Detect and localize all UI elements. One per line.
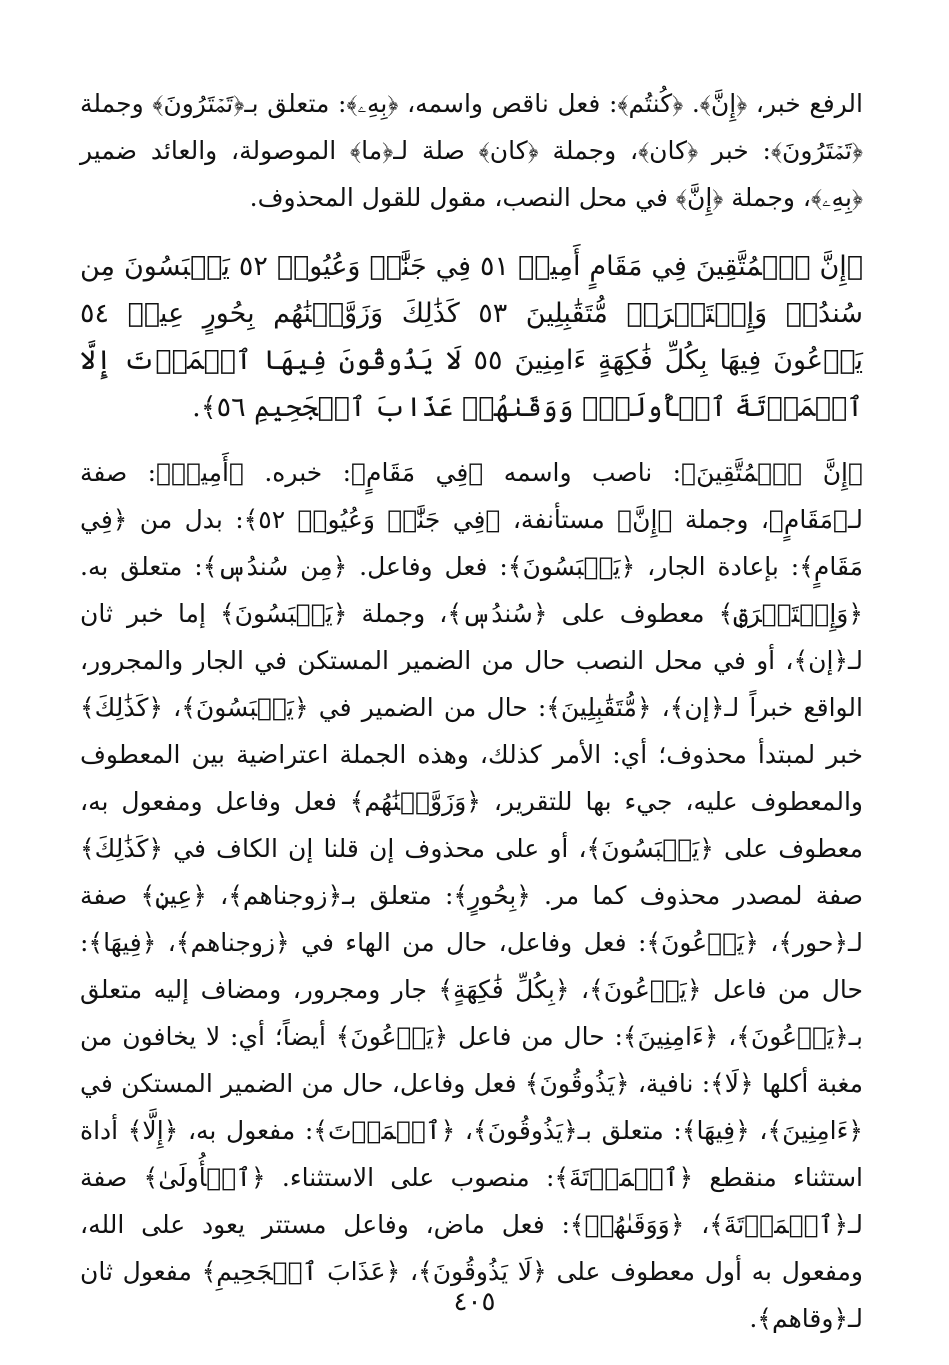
paragraph-syntax-continuation: الرفع خبر، ﴿إِنَّ﴾. ﴿كُنتُم﴾: فعل ناقص واسمه، ﴿بِهِۦ﴾: متعلق بـ﴿تَمۡتَرُونَ﴾ وجملة ﴿تَمۡتَرُونَ﴾: خبر ﴿كان﴾، وجملة ﴿كان﴾ صلة لـ﴿ما﴾ الموصولة، والعائد ضمير ﴿بِهِۦ﴾، وجملة ﴿إِنَّ﴾ في محل النصب، مقول للقول المحذوف. (80, 89, 863, 212)
paragraph-verse-syntax: ﴿إِنَّ ٱلۡمُتَّقِينَ﴾: ناصب واسمه ﴿فِي مَقَامٍ﴾: خبره. ﴿أَمِينٖ﴾: صفة لـ﴿مَقَامٍ﴾، وجملة ﴿إِنَّ﴾ مستأنفة، ﴿فِي جَنَّٰتٖ وَعُيُونٖ ٥٢﴾: بدل من ﴿فِي مَقَامٍ﴾: بإعادة الجار، ﴿يَلۡبَسُونَ﴾: فعل وفاعل. ﴿مِن سُندُسٖ﴾: متعلق به. ﴿وَإِسۡتَبۡرَقٖ﴾ معطوف على ﴿سُندُسٖ﴾، وجملة ﴿يَلۡبَسُونَ﴾ إما خبر ثان لـ﴿إن﴾، أو في محل النصب حال من الضمير المستكن في الجار والمجرور، الواقع خبراً لـ﴿إن﴾، ﴿مُّتَقَٰبِلِينَ﴾: حال من الضمير في ﴿يَلۡبَسُونَ﴾، ﴿كَذَٰلِكَ﴾ خبر لمبتدأ محذوف؛ أي: الأمر كذلك، وهذه الجملة اعتراضية بين المعطوف والمعطوف عليه، جيء بها للتقرير، ﴿وَزَوَّجۡنَٰهُم﴾ فعل وفاعل ومفعول به، معطوف على ﴿يَلۡبَسُونَ﴾، أو على محذوف إن قلنا إن الكاف في ﴿كَذَٰلِكَ﴾ صفة لمصدر محذوف كما مر. ﴿بِحُورٍ﴾: متعلق بـ﴿زوجناهم﴾، ﴿عِينٖ﴾ صفة لـ﴿حور﴾، ﴿يَدۡعُونَ﴾: فعل وفاعل، حال من الهاء في ﴿زوجناهم﴾، ﴿فِيهَا﴾: حال من فاعل ﴿يَدۡعُونَ﴾، ﴿بِكُلِّ فَٰكِهَةٍ﴾ جار ومجرور، ومضاف إليه متعلق بـ﴿يَدۡعُونَ﴾، ﴿ءَامِنِينَ﴾: حال من فاعل ﴿يَدۡعُونَ﴾ أيضاً؛ أي: لا يخافون من مغبة أكلها ﴿لَا﴾: نافية، ﴿يَذُوقُونَ﴾ فعل وفاعل، حال من الضمير المستكن في ﴿ءَامِنِينَ﴾، ﴿فِيهَا﴾: متعلق بـ﴿يَذُوقُونَ﴾، ﴿ٱلۡمَوۡتَ﴾: مفعول به، ﴿إِلَّا﴾ أداة استثناء منقطع ﴿ٱلۡمَوۡتَةَ﴾: منصوب على الاستثناء. ﴿ٱلۡأُولَىٰ﴾ صفة لـ﴿ٱلۡمَوۡتَةَ﴾، ﴿وَوَقَىٰهُمۡ﴾: فعل ماض، وفاعل مستتر يعود على الله، ومفعول به أول معطوف على ﴿لَا يَذُوقُونَ﴾، ﴿عَذَابَ ٱلۡجَحِيمِ﴾ مفعول ثان لـ﴿وقاهم﴾. (80, 458, 863, 1333)
quran-verse-block: ﴿إِنَّ ٱلۡمُتَّقِينَ فِي مَقَامٍ أَمِينٖ ٥١ فِي جَنَّٰتٖ وَعُيُونٖ ٥٢ يَلۡبَسُونَ مِن سُندُسٖ وَإِسۡتَبۡرَقٖ مُّتَقَٰبِلِينَ ٥٣ كَذَٰلِكَ وَزَوَّجۡنَٰهُم بِحُورٍ عِينٖ ٥٤ يَدۡعُونَ فِيهَا بِكُلِّ فَٰكِهَةٍ ءَامِنِينَ ٥٥ لَا يَذُوقُونَ فِيهَا ٱلۡمَوۡتَ إِلَّا ٱلۡمَوۡتَةَ ٱلۡأُولَىٰۖ وَوَقَىٰهُمۡ عَذَابَ ٱلۡجَحِيمِ ٥٦﴾. (80, 251, 863, 423)
page-body (80, 80, 863, 1333)
page-number: ٤٠٥ (453, 1287, 496, 1317)
